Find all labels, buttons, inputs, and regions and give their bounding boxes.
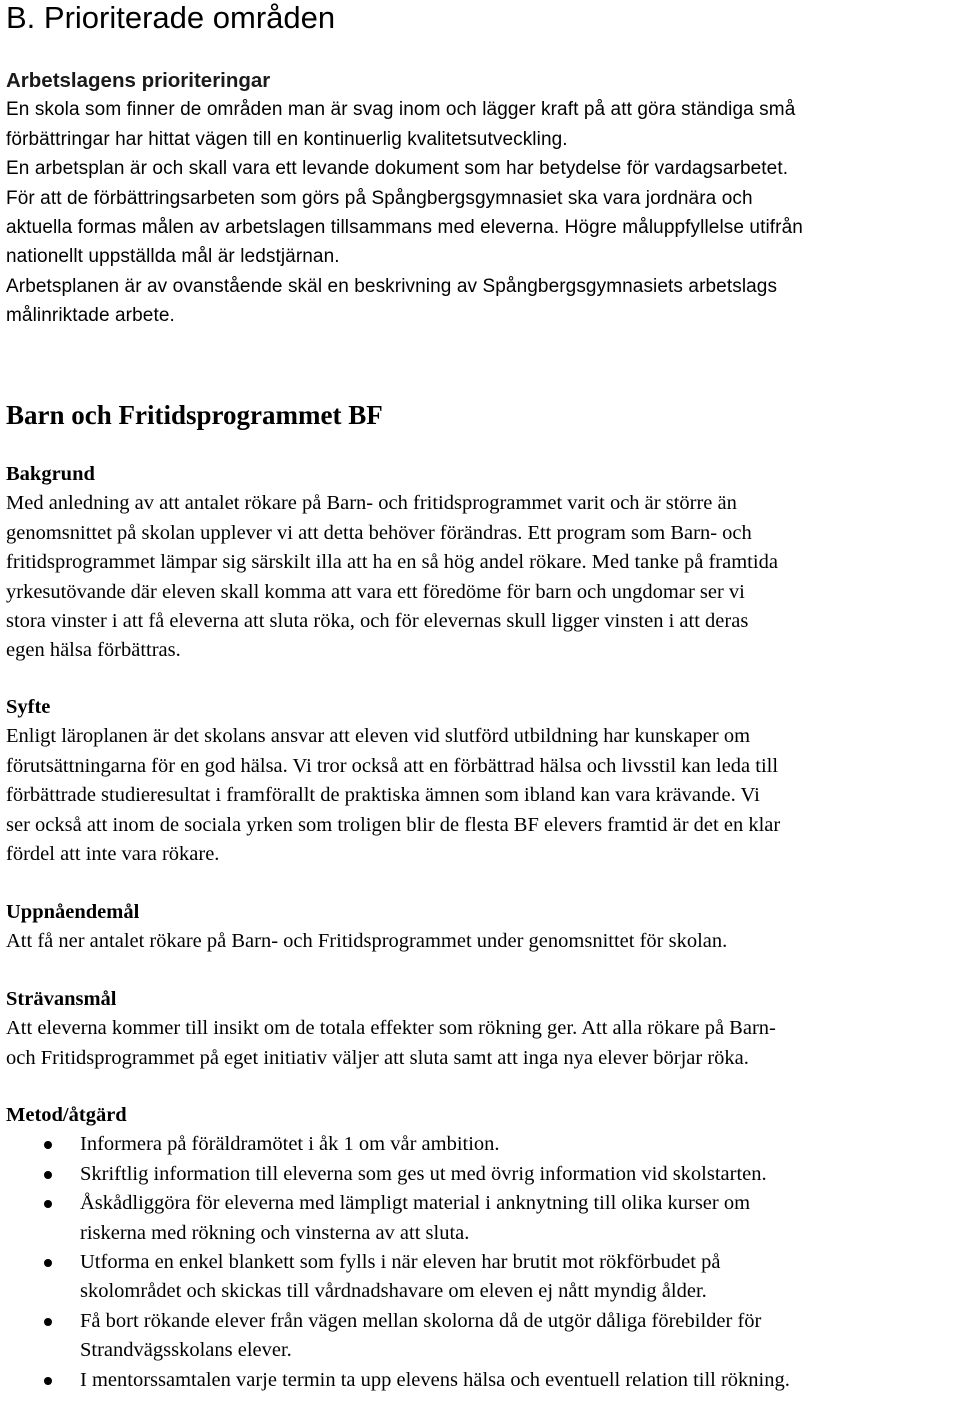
bullet-icon	[44, 1141, 52, 1149]
list-item	[6, 1307, 956, 1366]
text-line: Få bort rökande elever från vägen mellan skolorna då de utgör dåliga förebilder för	[80, 1309, 762, 1332]
text-line: förbättringar har hittat vägen till en kontinuerlig kvalitetsutveckling.	[6, 128, 568, 150]
text-line: Åskådliggöra för eleverna med lämpligt material i anknytning till olika kurser om	[80, 1192, 751, 1215]
list-item	[6, 1160, 956, 1189]
arbetslag-heading: Arbetslagens prioriteringar	[6, 69, 271, 92]
text-line: förbättrade studieresultat i framförallt de praktiska ämnen som ibland kan vara krävande. Vi	[6, 784, 760, 807]
text-line: Informera på föräldramötet i åk 1 om vår ambition.	[80, 1133, 500, 1156]
text-line: aktuella formas målen av arbetslagen tillsammans med eleverna. Högre måluppfyllelse utifrån	[6, 217, 803, 239]
text-line: fördel att inte vara rökare.	[6, 843, 220, 866]
metod-section	[6, 1101, 956, 1395]
text-line: Med anledning av att antalet rökare på Barn- och fritidsprogrammet varit och är större än	[6, 492, 737, 515]
bullet-icon	[44, 1377, 52, 1385]
text-line: För att de förbättringsarbeten som görs på Spångbergsgymnasiet ska vara jordnära och	[6, 187, 753, 209]
uppnaendemal-heading: Uppnåendemål	[6, 901, 140, 923]
text-line: En arbetsplan är och skall vara ett levande dokument som har betydelse för vardagsarbetet.	[6, 158, 789, 180]
list-item	[6, 1366, 956, 1395]
bullet-icon	[44, 1318, 52, 1326]
text-line: stora vinster i att få eleverna att sluta röka, och för elevernas skull ligger vinsten i att deras	[6, 610, 749, 633]
list-item	[6, 1189, 956, 1248]
page-title: B. Prioriterade områden	[6, 0, 336, 35]
stravansmal-section	[6, 985, 956, 1073]
text-line: nationellt uppställda mål är ledstjärnan.	[6, 246, 340, 268]
text-line: skolområdet och skickas till vårdnadshavare om eleven ej nått myndig ålder.	[80, 1280, 707, 1303]
text-line: och Fritidsprogrammet på eget initiativ väljer att sluta samt att inga nya elever börjar röka.	[6, 1046, 749, 1069]
metod-list	[6, 1130, 956, 1395]
text-line: målinriktade arbete.	[6, 305, 175, 327]
text-line: Enligt läroplanen är det skolans ansvar att eleven vid slutförd utbildning har kunskaper om	[6, 725, 751, 748]
text-line: riskerna med rökning och vinsterna av att sluta.	[80, 1221, 470, 1244]
text-line: fritidsprogrammet lämpar sig särskilt illa att ha en så hög andel rökare. Med tanke på framtida	[6, 551, 778, 574]
program-title: Barn och Fritidsprogrammet BF	[6, 400, 383, 430]
text-line: ser också att inom de sociala yrken som troligen blir de flesta BF elevers framtid är det en klar	[6, 813, 781, 836]
text-line: I mentorssamtalen varje termin ta upp elevens hälsa och eventuell relation till rökning.	[80, 1368, 790, 1391]
syfte-section	[6, 693, 956, 869]
text-line: Arbetsplanen är av ovanstående skäl en beskrivning av Spångbergsgymnasiets arbetslags	[6, 275, 778, 297]
syfte-heading: Syfte	[6, 696, 51, 718]
text-line: Att få ner antalet rökare på Barn- och Fritidsprogrammet under genomsnittet för skolan.	[6, 930, 728, 953]
text-line: Strandvägsskolans elever.	[80, 1339, 292, 1362]
bakgrund-section	[6, 460, 956, 666]
text-line: yrkesutövande där eleven skall komma att vara ett föredöme för barn och ungdomar ser vi	[6, 580, 745, 603]
text-line: Utforma en enkel blankett som fylls i när eleven har brutit mot rökförbudet på	[80, 1251, 721, 1274]
text-line: egen hälsa förbättras.	[6, 639, 181, 662]
program-section-header	[6, 398, 956, 432]
text-line: Att eleverna kommer till insikt om de totala effekter som rökning ger. Att alla rökare på Barn-	[6, 1017, 776, 1040]
arbetslag-section	[6, 66, 956, 331]
text-line: förutsättningarna för en god hälsa. Vi tror också att en förbättrad hälsa och livsstil kan leda till	[6, 754, 779, 777]
text-line: En skola som finner de områden man är svag inom och lägger kraft på att göra ständiga små	[6, 99, 796, 121]
text-line: Skriftlig information till eleverna som ges ut med övrig information vid skolstarten.	[80, 1162, 767, 1185]
uppnaendemal-section	[6, 898, 956, 957]
arbetslag-paragraph	[6, 95, 956, 330]
list-item	[6, 1248, 956, 1307]
stravansmal-heading: Strävansmål	[6, 988, 117, 1010]
list-item	[6, 1130, 956, 1159]
bullet-icon	[44, 1171, 52, 1179]
text-line: genomsnittet på skolan upplever vi att detta behöver förändras. Ett program som Barn- och	[6, 521, 752, 544]
bakgrund-heading: Bakgrund	[6, 463, 95, 485]
metod-heading: Metod/åtgärd	[6, 1104, 127, 1126]
bullet-icon	[44, 1259, 52, 1267]
bullet-icon	[44, 1200, 52, 1208]
